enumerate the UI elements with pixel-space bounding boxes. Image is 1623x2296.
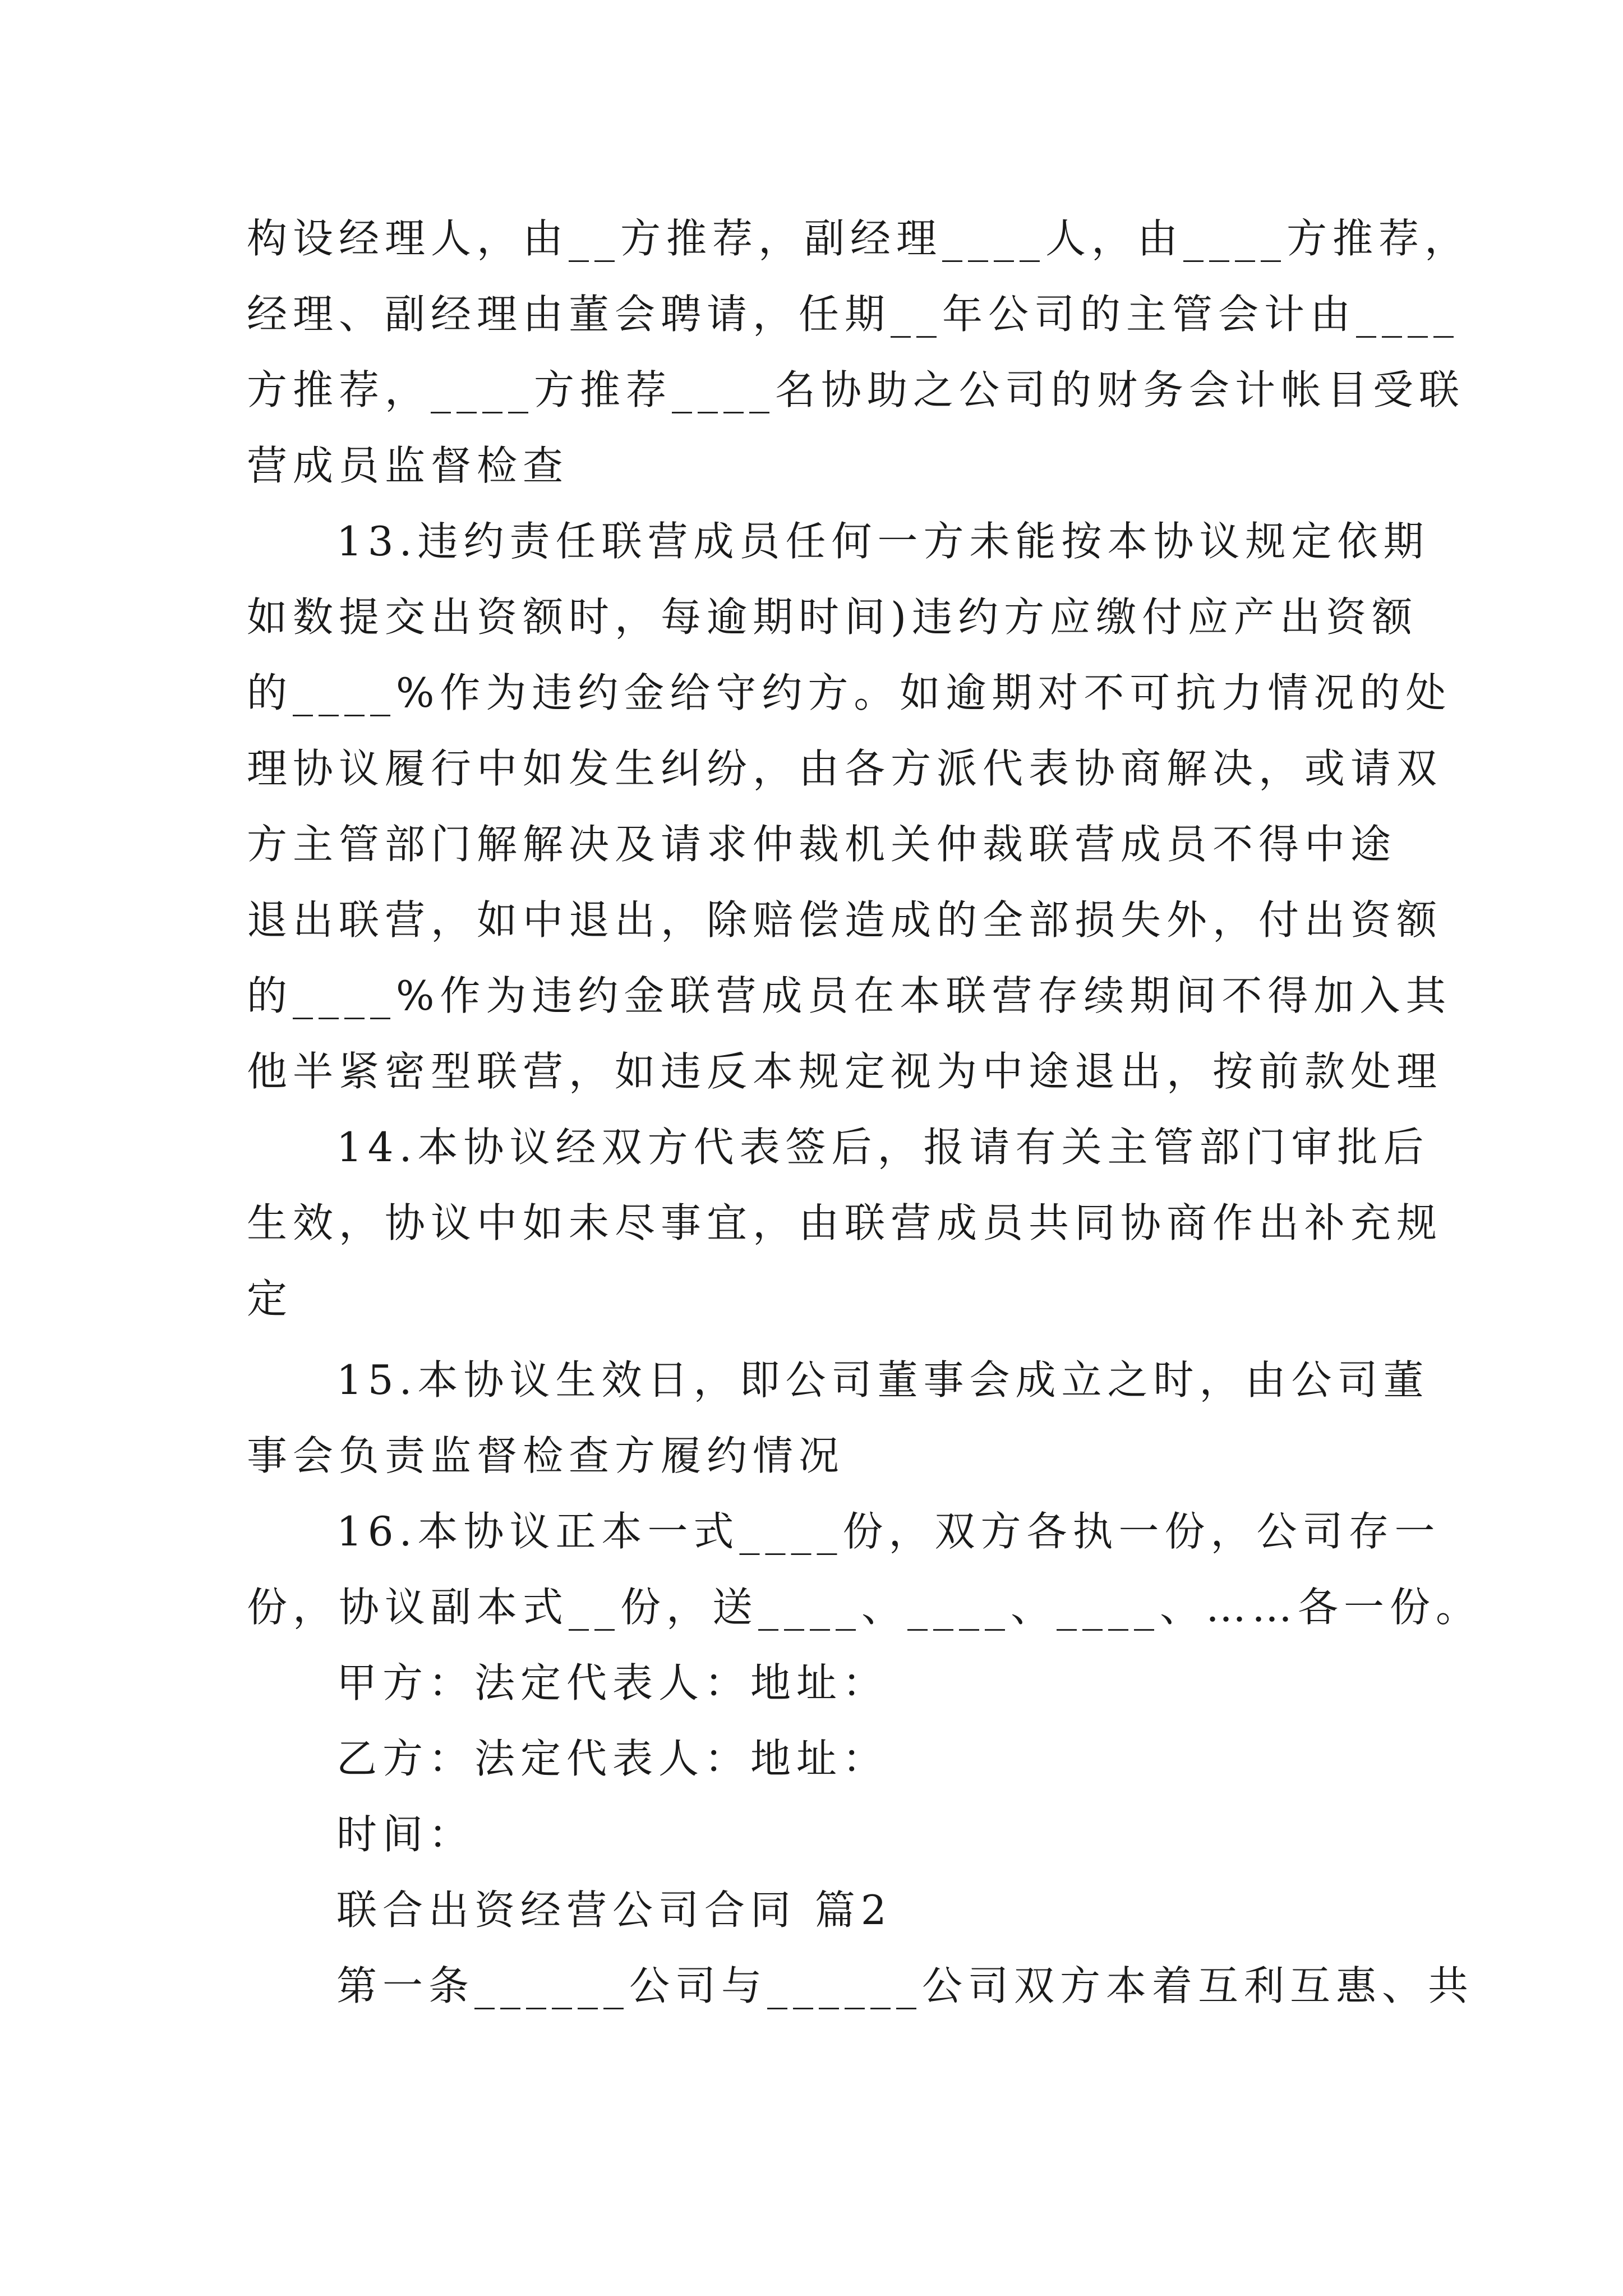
text-line: 如数提交出资额时，每逾期时间)违约方应缴付应产出资额	[247, 593, 1418, 641]
text-line: 事会负责监督检查方履约情况	[247, 1432, 845, 1479]
text-line: 营成员监督检查	[247, 442, 569, 489]
text-line: 构设经理人，由__方推荐，副经理____人，由____方推荐，	[247, 215, 1471, 262]
text-line: 份，协议副本式__份，送____、____、____、……各一份。	[247, 1584, 1482, 1631]
text-line: 退出联营，如中退出，除赔偿造成的全部损失外，付出资额	[247, 896, 1443, 944]
text-line: 的____%作为违约金给守约方。如逾期对不可抗力情况的处	[247, 669, 1452, 716]
text-line: 他半紧密型联营，如违反本规定视为中途退出，按前款处理	[247, 1048, 1443, 1095]
text-line: 甲方：法定代表人：地址：	[336, 1659, 889, 1706]
text-line: 经理、副经理由董会聘请，任期__年公司的主管会计由____	[247, 291, 1460, 338]
text-line: 生效，协议中如未尽事宜，由联营成员共同协商作出补充规	[247, 1199, 1443, 1246]
text-line: 定	[247, 1275, 293, 1322]
text-line: 方推荐，____方推荐____名协助之公司的财务会计帐目受联	[247, 366, 1465, 413]
text-line: 的____%作为违约金联营成员在本联营存续期间不得加入其	[247, 972, 1452, 1019]
text-line: 15.本协议生效日，即公司董事会成立之时，由公司董	[336, 1356, 1430, 1404]
text-line: 第一条______公司与______公司双方本着互利互惠、共	[336, 1962, 1474, 2009]
text-line: 乙方：法定代表人：地址：	[336, 1735, 889, 1782]
text-line: 时间：	[336, 1811, 475, 1858]
text-line: 理协议履行中如发生纠纷，由各方派代表协商解决，或请双	[247, 745, 1443, 792]
text-line: 14.本协议经双方代表签后，报请有关主管部门审批后	[336, 1124, 1430, 1171]
text-line: 方主管部门解解决及请求仲裁机关仲裁联营成员不得中途	[247, 821, 1397, 868]
text-line: 联合出资经营公司合同 篇2	[336, 1887, 892, 1934]
text-line: 16.本协议正本一式____份，双方各执一份，公司存一	[336, 1508, 1441, 1555]
text-line: 13.违约责任联营成员任何一方未能按本协议规定依期	[336, 518, 1430, 565]
